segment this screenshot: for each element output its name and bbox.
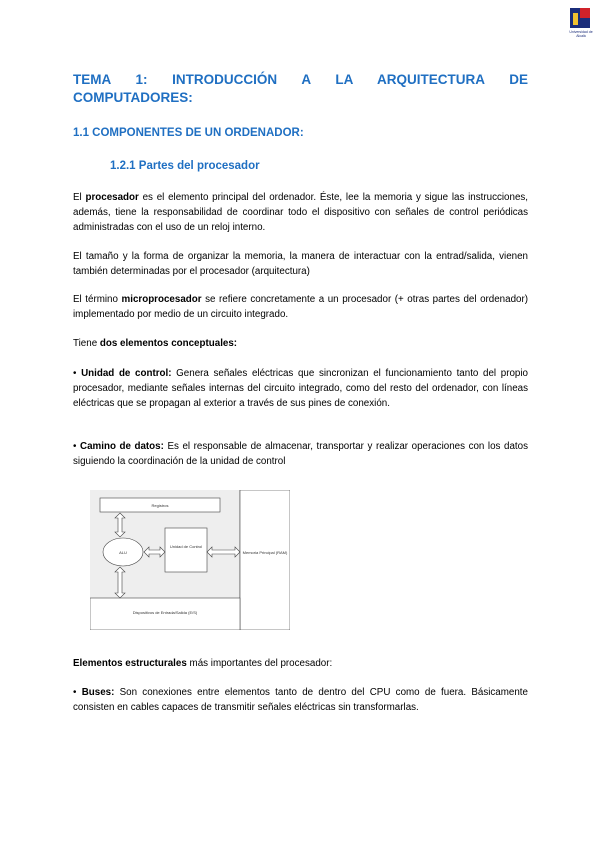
memory-box [240,490,290,630]
page-title-line2: COMPUTADORES: [73,90,193,105]
p5-post: Genera señales eléctricas que sincronizan el funcionamiento tanto del propio procesador, mediante señales internas del circuito integrado, como del resto del ordenador, con líneas eléctricas que se propagan al exterior a través de sus pines de conexión. [73,368,528,409]
page-title-line1: TEMA 1: INTRODUCCIÓN A LA ARQUITECTURA DE [73,72,528,87]
p7-bold: Elementos estructurales [73,658,187,669]
p1-bold: procesador [85,192,139,203]
paragraph-camino-datos [73,439,528,469]
io-label: Dispositivos de Entrada/Salida (E/S) [132,610,198,615]
subsection-heading: 1.2.1 Partes del procesador [110,160,260,172]
p8-bold: Buses: [81,687,115,698]
p4-bold: dos elementos conceptuales: [99,338,238,349]
logo-text: Universidad de Alcalá [569,30,593,38]
paragraph-unidad-control [73,366,528,411]
p4-pre: Tiene [73,338,100,349]
processor-diagram [90,490,290,630]
paragraph-microprocesador [73,292,528,322]
section-heading: 1.1 COMPONENTES DE UN ORDENADOR: [73,127,304,139]
p3-post: se refiere concretamente a un procesador (+ otras partes del ordenador) implementado por medio de un circuito integrado. [73,294,529,320]
p1-pre: El [73,192,86,203]
p5-pre: • [73,368,82,379]
p8-pre: • [73,687,82,698]
memory-label: Memoria Principal (RAM) [242,550,288,555]
p6-bold: Camino de datos: [80,441,164,452]
control-unit-label: Unidad de Control [169,544,203,549]
p7-post: más importantes del procesador: [186,658,333,669]
p8-post: Son conexiones entre elementos tanto de dentro del CPU como de fuera. Básicamente consisten en cables capaces de transmitir señales eléctricas sin transformarlas. [73,687,528,713]
paragraph-buses [73,685,528,715]
p6-post: Es el responsable de almacenar, transportar y realizar operaciones con los datos siguiendo la coordinación de la unidad de control [73,441,528,467]
paragraph-memoria: El tamaño y la forma de organizar la memoria, la manera de interactuar con la entrad/salida, vienen también determinadas por el procesador (arquitectura) [73,251,528,277]
registers-label: Registros [151,503,169,508]
paragraph-elementos [73,336,528,351]
university-logo [566,6,596,40]
logo-mark-icon [570,8,590,28]
p3-bold: microprocesador [121,294,202,305]
p3-pre: El término [73,294,122,305]
control-unit-box [165,528,207,572]
p1-post: es el elemento principal del ordenador. Éste, lee la memoria y sigue las instrucciones, además, tiene la responsabilidad de coordinar todo el dispositivo con señales de control periódicas administradas con el uso de un reloj interno. [73,192,529,233]
p5-bold: Unidad de control: [81,368,172,379]
p6-pre: • [73,441,80,452]
paragraph-elementos-estructurales [73,656,528,671]
alu-label: ALU [119,550,127,555]
paragraph-procesador [73,190,528,235]
